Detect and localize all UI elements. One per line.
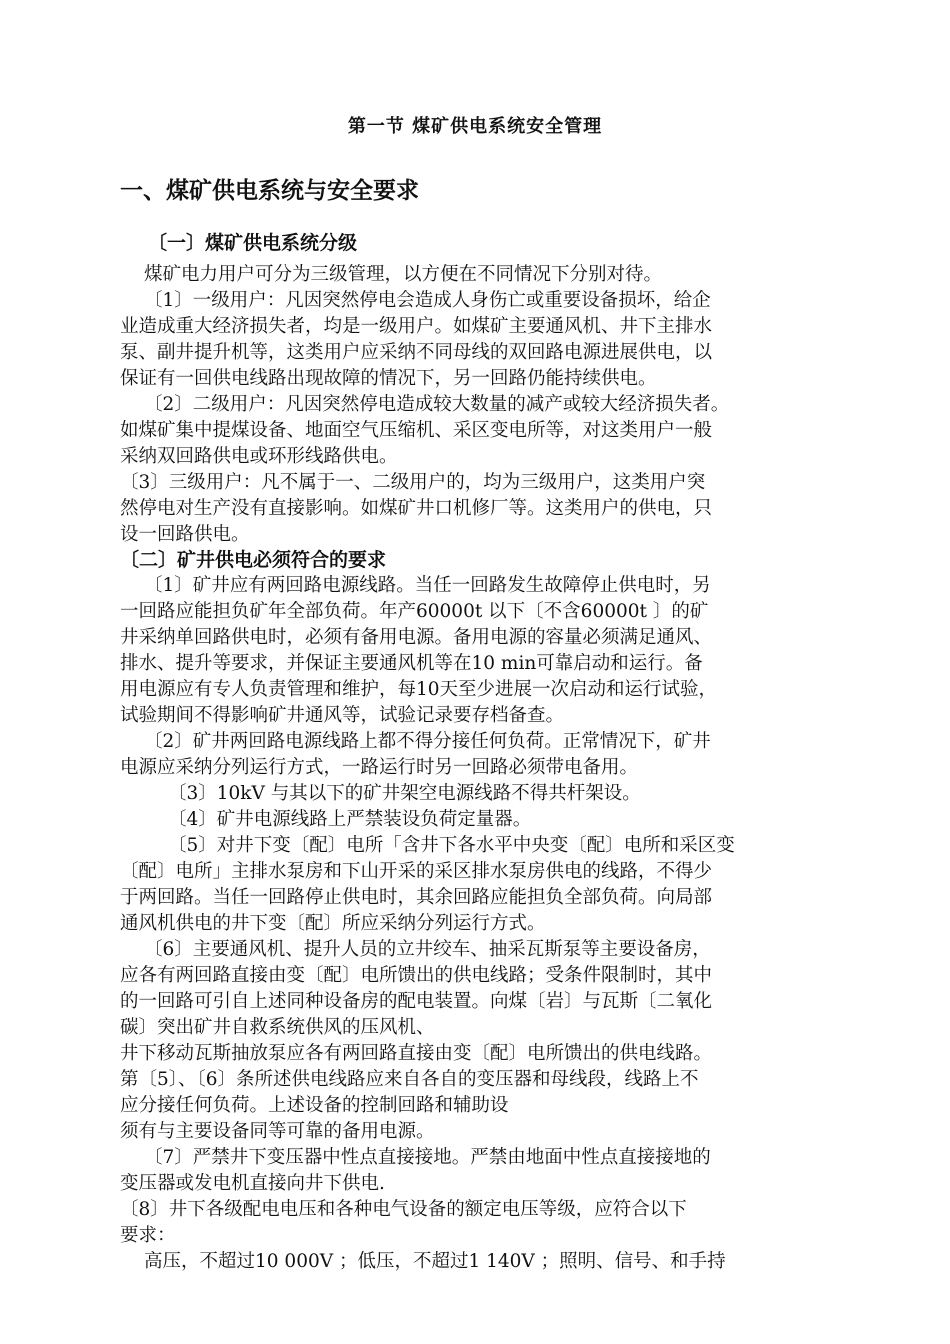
paragraph-line: 碳〕突出矿井自救系统供风的压风机、	[120, 1017, 435, 1038]
paragraph-line: 井下移动瓦斯抽放泵应各有两回路直接由变〔配〕电所馈出的供电线路。	[120, 1043, 713, 1064]
subsection-heading: 〔一〕煤矿供电系统分级	[148, 232, 358, 254]
paragraph-line: 的一回路可引自上述同种设备房的配电装置。向煤〔岩〕与瓦斯〔二氧化	[120, 991, 713, 1012]
paragraph-line: 用电源应有专人负责管理和维护，每10天至少进展一次启动和运行试验，	[120, 679, 718, 700]
paragraph-line: 排水、提升等要求，并保证主要通风机等在10 min可靠启动和运行。备	[120, 653, 703, 674]
paragraph-line: 〔4〕矿井电源线路上严禁装设负荷定量器。	[168, 809, 532, 830]
subsection-heading: 〔二〕矿井供电必须符合的要求	[120, 549, 387, 571]
paragraph-line: 井采纳单回路供电时，必须有备用电源。备用电源的容量必须满足通风、	[120, 627, 713, 648]
paragraph-line: 然停电对生产没有直接影响。如煤矿井口机修厂等。这类用户的供电，只	[120, 498, 713, 519]
paragraph-line: 如煤矿集中提煤设备、地面空气压缩机、采区变电所等，对这类用户一般	[120, 420, 713, 441]
paragraph-line: 变压器或发电机直接向井下供电.	[120, 1173, 385, 1194]
paragraph-line: 要求：	[120, 1225, 176, 1246]
paragraph-line: 须有与主要设备同等可靠的备用电源。	[120, 1121, 435, 1142]
page-title: 第一节 煤矿供电系统安全管理	[347, 116, 603, 137]
paragraph-line: 〔8〕井下各级配电电压和各种电气设备的额定电压等级，应符合以下	[120, 1199, 687, 1220]
paragraph-line: 〔6〕主要通风机、提升人员的立井绞车、抽采瓦斯泵等主要设备房，	[144, 939, 711, 960]
paragraph-line: 〔5〕对井下变〔配〕电所「含井下各水平中央变〔配〕电所和采区变	[168, 835, 735, 856]
paragraph-line: 〔3〕10kV 与其以下的矿井架空电源线路不得共杆架设。	[168, 783, 641, 804]
paragraph-line: 高压，不超过10 000V ；低压，不超过1 140V ；照明、信号、和手持	[144, 1251, 726, 1272]
paragraph-line: 〔1〕一级用户：凡因突然停电会造成人身伤亡或重要设备损坏，给企	[144, 290, 711, 311]
paragraph-line: 应各有两回路直接由变〔配〕电所馈出的供电线路；受条件限制时，其中	[120, 965, 713, 986]
paragraph-line: 〔1〕矿井应有两回路电源线路。当任一回路发生故障停止供电时，另	[144, 575, 711, 596]
paragraph-line: 一回路应能担负矿年全部负荷。年产60000t 以下〔不含60000t 〕的矿	[120, 601, 709, 622]
paragraph-line: 泵、副井提升机等，这类用户应采纳不同母线的双回路电源进展供电，以	[120, 342, 713, 363]
paragraph-line: 通风机供电的井下变〔配〕所应采纳分列运行方式。	[120, 913, 546, 934]
paragraph-line: 试验期间不得影响矿井通风等，试验记录要存档备查。	[120, 705, 565, 726]
paragraph-line: 第〔5〕、〔6〕条所述供电线路应来自各自的变压器和母线段，线路上不	[120, 1069, 699, 1090]
paragraph-line: 〔2〕矿井两回路电源线路上都不得分接任何负荷。正常情况下，矿井	[144, 731, 711, 752]
paragraph-line: 〔3〕三级用户：凡不属于一、二级用户的，均为三级用户，这类用户突	[120, 472, 706, 493]
paragraph-line: 〔2〕二级用户：凡因突然停电造成较大数量的减产或较大经济损失者。	[144, 394, 730, 415]
paragraph-line: 应分接任何负荷。上述设备的控制回路和辅助设	[120, 1095, 509, 1116]
paragraph-line: 业造成重大经济损失者，均是一级用户。如煤矿主要通风机、井下主排水	[120, 316, 713, 337]
paragraph-line: 〔配〕电所」主排水泵房和下山开采的采区排水泵房供电的线路，不得少	[120, 861, 713, 882]
section-heading: 一、煤矿供电系统与安全要求	[120, 178, 419, 204]
paragraph-line: 保证有一回供电线路出现故障的情况下，另一回路仍能持续供电。	[120, 368, 657, 389]
paragraph-line: 设一回路供电。	[120, 524, 250, 545]
paragraph-line: 〔7〕严禁井下变压器中性点直接接地。严禁由地面中性点直接接地的	[144, 1147, 711, 1168]
paragraph-line: 采纳双回路供电或环形线路供电。	[120, 446, 398, 467]
paragraph-line: 电源应采纳分列运行方式，一路运行时另一回路必须带电备用。	[120, 757, 639, 778]
paragraph-line: 煤矿电力用户可分为三级管理，以方便在不同情况下分别对待。	[144, 264, 663, 285]
paragraph-line: 于两回路。当任一回路停止供电时，其余回路应能担负全部负荷。向局部	[120, 887, 713, 908]
